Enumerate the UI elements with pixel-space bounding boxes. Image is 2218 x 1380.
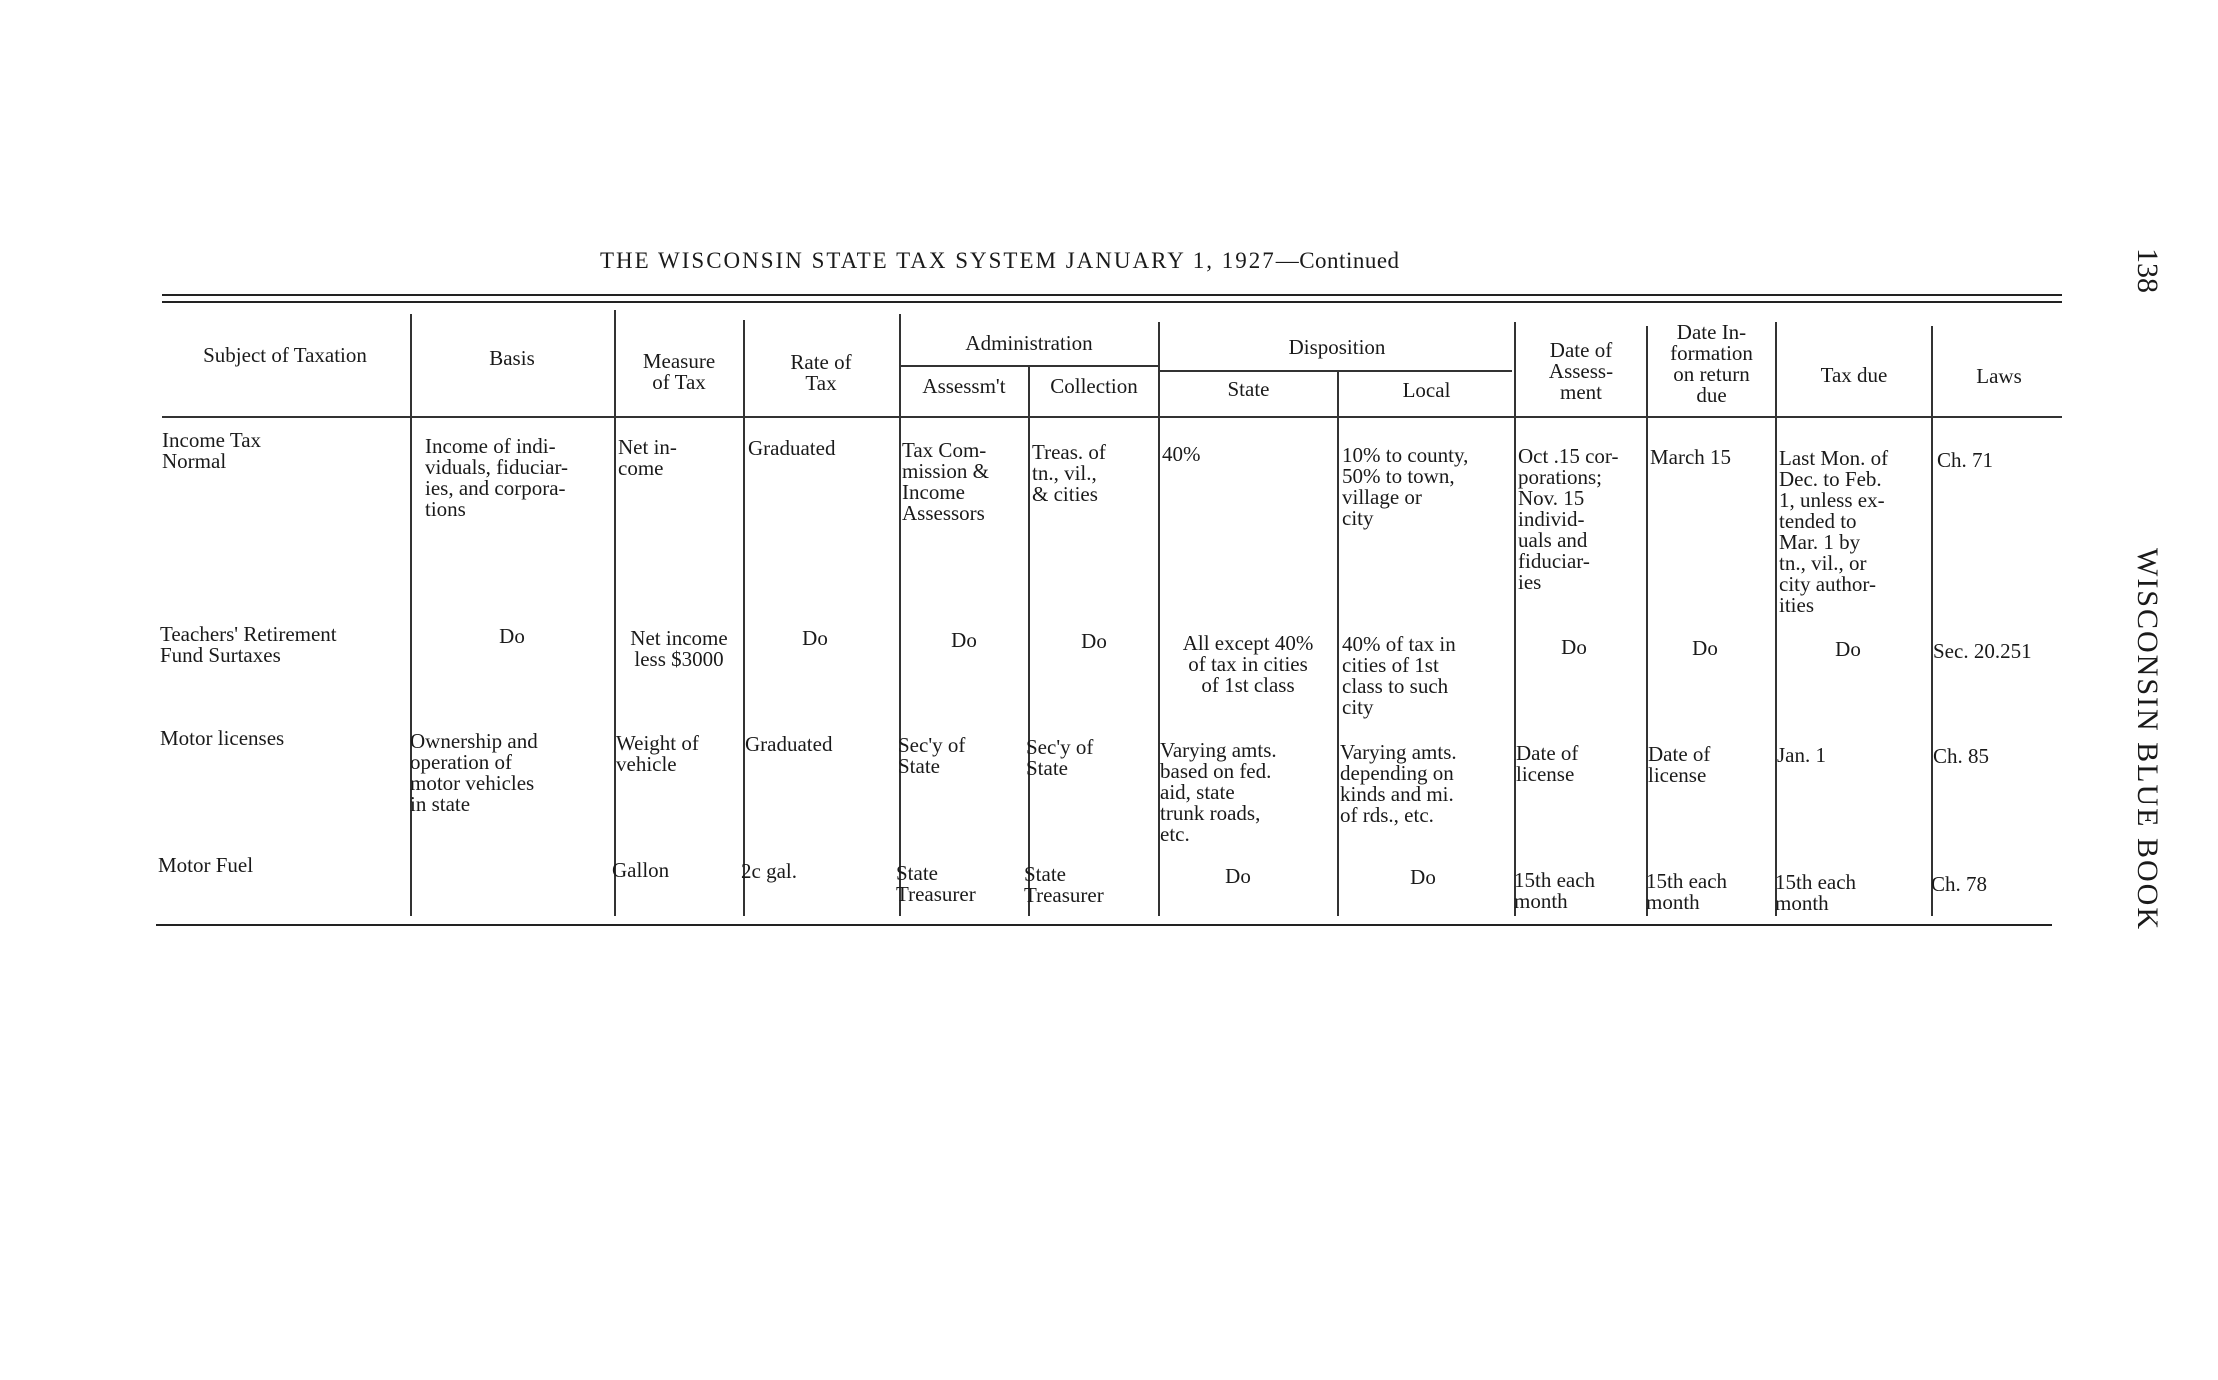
running-head bbox=[2128, 248, 2164, 968]
col-divider-10 bbox=[1775, 322, 1777, 916]
header-basis: Basis bbox=[489, 346, 535, 370]
top-rule-1 bbox=[162, 294, 2062, 296]
page-number: 138 bbox=[2131, 248, 2164, 293]
cell-measure: Net in- come bbox=[618, 435, 677, 480]
cell-state: Do bbox=[1225, 864, 1251, 888]
cell-date-information-due: 15th each month bbox=[1646, 869, 1728, 914]
col-divider-4 bbox=[899, 314, 901, 916]
cell-collection: State Treasurer bbox=[1024, 862, 1104, 907]
top-rule-2 bbox=[162, 301, 2062, 303]
header-date-information-due: Date In- formation on return due bbox=[1670, 320, 1753, 407]
bottom-rule bbox=[156, 924, 2052, 926]
cell-laws: Ch. 78 bbox=[1931, 872, 1988, 896]
cell-collection: Sec'y of State bbox=[1026, 735, 1094, 780]
header-date-of-assessment: Date of Assess- ment bbox=[1548, 338, 1614, 404]
cell-assessment: Do bbox=[951, 628, 977, 652]
header-disposition: Disposition bbox=[1288, 335, 1386, 359]
cell-date-of-assessment: 15th each month bbox=[1514, 868, 1596, 913]
header-local: Local bbox=[1402, 378, 1451, 402]
running-head-title: WISCONSIN BLUE BOOK bbox=[2131, 548, 2164, 931]
cell-tax-due: Jan. 1 bbox=[1777, 743, 1826, 767]
cell-date-information-due: March 15 bbox=[1650, 445, 1732, 469]
disposition-subheader-rule bbox=[1160, 370, 1512, 372]
col-divider-9 bbox=[1646, 326, 1648, 916]
header-rate: Rate of Tax bbox=[790, 350, 852, 395]
col-divider-1 bbox=[410, 314, 412, 916]
cell-tax-due: Do bbox=[1835, 637, 1861, 661]
cell-collection: Do bbox=[1081, 629, 1107, 653]
cell-basis: Income of indi- viduals, fiduciar- ies, and corpora- tions bbox=[425, 434, 569, 521]
cell-tax-due: Last Mon. of Dec. to Feb. 1, unless ex- tended to Mar. 1 by tn., vil., or city author- ities bbox=[1779, 446, 1889, 617]
page-title bbox=[600, 248, 1400, 274]
cell-subject: Income Tax Normal bbox=[162, 428, 262, 473]
cell-date-information-due: Do bbox=[1692, 636, 1718, 660]
cell-local: 10% to county, 50% to town, village or city bbox=[1342, 443, 1469, 530]
header-state: State bbox=[1227, 377, 1270, 401]
cell-date-of-assessment: Date of license bbox=[1516, 741, 1579, 786]
cell-basis: Do bbox=[499, 624, 525, 648]
cell-assessment: Sec'y of State bbox=[898, 733, 966, 778]
cell-assessment: Tax Com- mission & Income Assessors bbox=[902, 438, 989, 525]
page-title-suffix: —Continued bbox=[1275, 248, 1400, 273]
cell-rate: Graduated bbox=[745, 732, 833, 756]
cell-rate: Do bbox=[802, 626, 828, 650]
cell-date-of-assessment: Do bbox=[1561, 635, 1587, 659]
cell-tax-due: 15th each month bbox=[1775, 870, 1857, 915]
cell-assessment: State Treasurer bbox=[896, 861, 976, 906]
col-divider-11 bbox=[1931, 326, 1933, 916]
cell-state: 40% bbox=[1162, 442, 1201, 466]
header-assessment: Assessm't bbox=[922, 374, 1006, 398]
cell-laws: Ch. 85 bbox=[1933, 744, 1990, 768]
header-bottom-rule bbox=[162, 416, 2062, 418]
cell-measure: Weight of vehicle bbox=[616, 731, 699, 776]
cell-rate: 2c gal. bbox=[741, 859, 797, 883]
col-divider-2 bbox=[614, 310, 616, 916]
col-divider-3 bbox=[743, 320, 745, 916]
cell-local: 40% of tax in cities of 1st class to such city bbox=[1342, 632, 1456, 719]
cell-collection: Treas. of tn., vil., & cities bbox=[1032, 440, 1106, 506]
cell-measure: Net income less $3000 bbox=[630, 626, 728, 671]
cell-subject: Teachers' Retirement Fund Surtaxes bbox=[160, 622, 337, 667]
cell-subject: Motor licenses bbox=[160, 726, 285, 750]
cell-state: All except 40% of tax in cities of 1st class bbox=[1182, 631, 1314, 697]
header-collection: Collection bbox=[1050, 374, 1138, 398]
header-tax-due: Tax due bbox=[1820, 363, 1888, 387]
cell-rate: Graduated bbox=[748, 436, 836, 460]
cell-measure: Gallon bbox=[612, 858, 670, 882]
header-administration: Administration bbox=[965, 331, 1093, 355]
cell-date-information-due: Date of license bbox=[1648, 742, 1711, 787]
cell-local: Do bbox=[1410, 865, 1436, 889]
header-measure: Measure of Tax bbox=[642, 349, 716, 394]
cell-basis: Ownership and operation of motor vehicles in state bbox=[410, 729, 538, 816]
cell-local: Varying amts. depending on kinds and mi. of rds., etc. bbox=[1340, 740, 1457, 827]
cell-subject: Motor Fuel bbox=[158, 853, 254, 877]
cell-state: Varying amts. based on fed. aid, state trunk roads, etc. bbox=[1160, 738, 1277, 846]
cell-laws: Ch. 71 bbox=[1937, 448, 1994, 472]
cell-date-of-assessment: Oct .15 cor- porations; Nov. 15 individ- uals and fiduciar- ies bbox=[1518, 444, 1619, 594]
header-laws: Laws bbox=[1976, 364, 2022, 388]
page-title-main: THE WISCONSIN STATE TAX SYSTEM JANUARY 1, 1927 bbox=[600, 248, 1276, 273]
col-divider-8 bbox=[1514, 322, 1516, 916]
header-subject: Subject of Taxation bbox=[203, 343, 367, 367]
cell-laws: Sec. 20.251 bbox=[1933, 639, 2032, 663]
